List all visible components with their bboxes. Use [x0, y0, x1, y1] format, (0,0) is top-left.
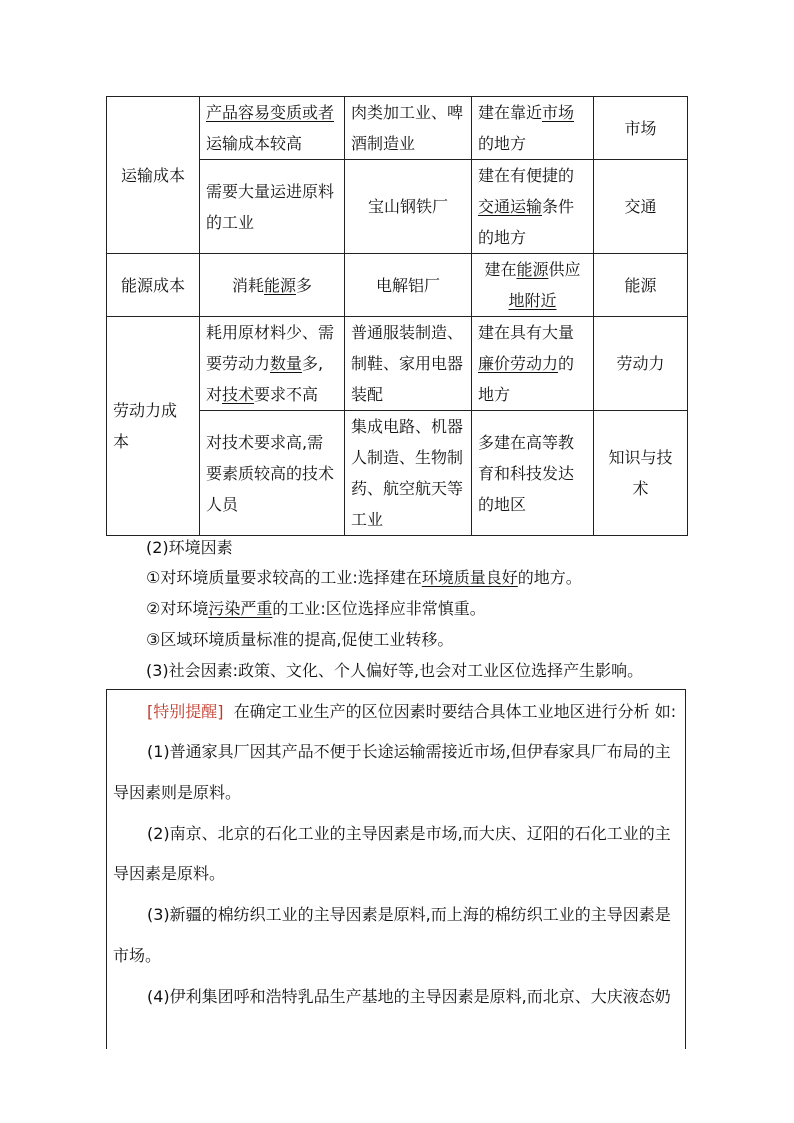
location-cell: 建在能源供应 地附近 — [472, 254, 594, 317]
factor-type-cell: 市场 — [594, 97, 688, 160]
note-p2-line1: (2)南京、北京的石化工业的主导因素是市场,而大庆、辽阳的石化工业的主 — [147, 824, 671, 843]
note-p4-line1: (4)伊利集团呼和浩特乳品生产基地的主导因素是原料,而北京、大庆液态奶 — [147, 987, 671, 1006]
industry-location-table — [106, 96, 688, 536]
note-p1-line1: (1)普通家具厂因其产品不便于长途运输需接近市场,但伊春家具厂布局的主 — [147, 742, 671, 761]
social-factor: (3)社会因素:政策、文化、个人偏好等,也会对工业区位选择产生影响。 — [146, 661, 644, 680]
note-p2-line2: 导因素是原料。 — [113, 864, 226, 883]
example-cell: 肉类加工业、啤 酒制造业 — [345, 97, 472, 160]
env-item-2: ②对环境污染严重的工业:区位选择应非常慎重。 — [146, 599, 486, 618]
condition-cell: 耗用原材料少、需 要劳动力数量多, 对技术要求不高 — [200, 317, 345, 411]
reminder-tag: [特别提醒] — [147, 702, 224, 721]
condition-cell: 需要大量运进原料 的工业 — [200, 160, 345, 254]
location-cell: 多建在高等教 育和科技发达 的地区 — [472, 411, 594, 536]
table-row — [107, 317, 688, 411]
factor-type-cell: 知识与技 术 — [594, 411, 688, 536]
table-row — [107, 254, 688, 317]
location-cell: 建在靠近市场 的地方 — [472, 97, 594, 160]
location-cell: 建在有便捷的 交通运输条件 的地方 — [472, 160, 594, 254]
condition-cell: 对技术要求高,需 要素质较高的技术 人员 — [200, 411, 345, 536]
condition-cell: 产品容易变质或者 运输成本较高 — [200, 97, 345, 160]
note-p3-line2: 市场。 — [113, 946, 162, 965]
note-p3-line1: (3)新疆的棉纺织工业的主导因素是原料,而上海的棉纺织工业的主导因素是 — [147, 905, 671, 924]
table-row — [107, 97, 688, 160]
factor-type-cell: 交通 — [594, 160, 688, 254]
env-item-1: ①对环境质量要求较高的工业:选择建在环境质量良好的地方。 — [146, 568, 582, 587]
category-transport: 运输成本 — [107, 97, 200, 254]
special-reminder-box — [106, 689, 686, 1049]
category-labor: 劳动力成 本 — [107, 317, 200, 536]
note-p1-line2: 导因素则是原料。 — [113, 783, 242, 802]
example-cell: 宝山钢铁厂 — [345, 160, 472, 254]
env-heading: (2)环境因素 — [146, 538, 233, 557]
category-energy: 能源成本 — [107, 254, 200, 317]
factor-type-cell: 能源 — [594, 254, 688, 317]
example-cell: 集成电路、机器 人制造、生物制 药、航空航天等 工业 — [345, 411, 472, 536]
note-intro: [特别提醒] 在确定工业生产的区位因素时要结合具体工业地区进行分析 如: — [147, 702, 677, 721]
env-item-3: ③区域环境质量标准的提高,促使工业转移。 — [146, 630, 454, 649]
condition-cell: 消耗能源多 — [200, 254, 345, 317]
example-cell: 普通服装制造、 制鞋、家用电器 装配 — [345, 317, 472, 411]
location-cell: 建在具有大量 廉价劳动力的 地方 — [472, 317, 594, 411]
example-cell: 电解铝厂 — [345, 254, 472, 317]
factor-type-cell: 劳动力 — [594, 317, 688, 411]
